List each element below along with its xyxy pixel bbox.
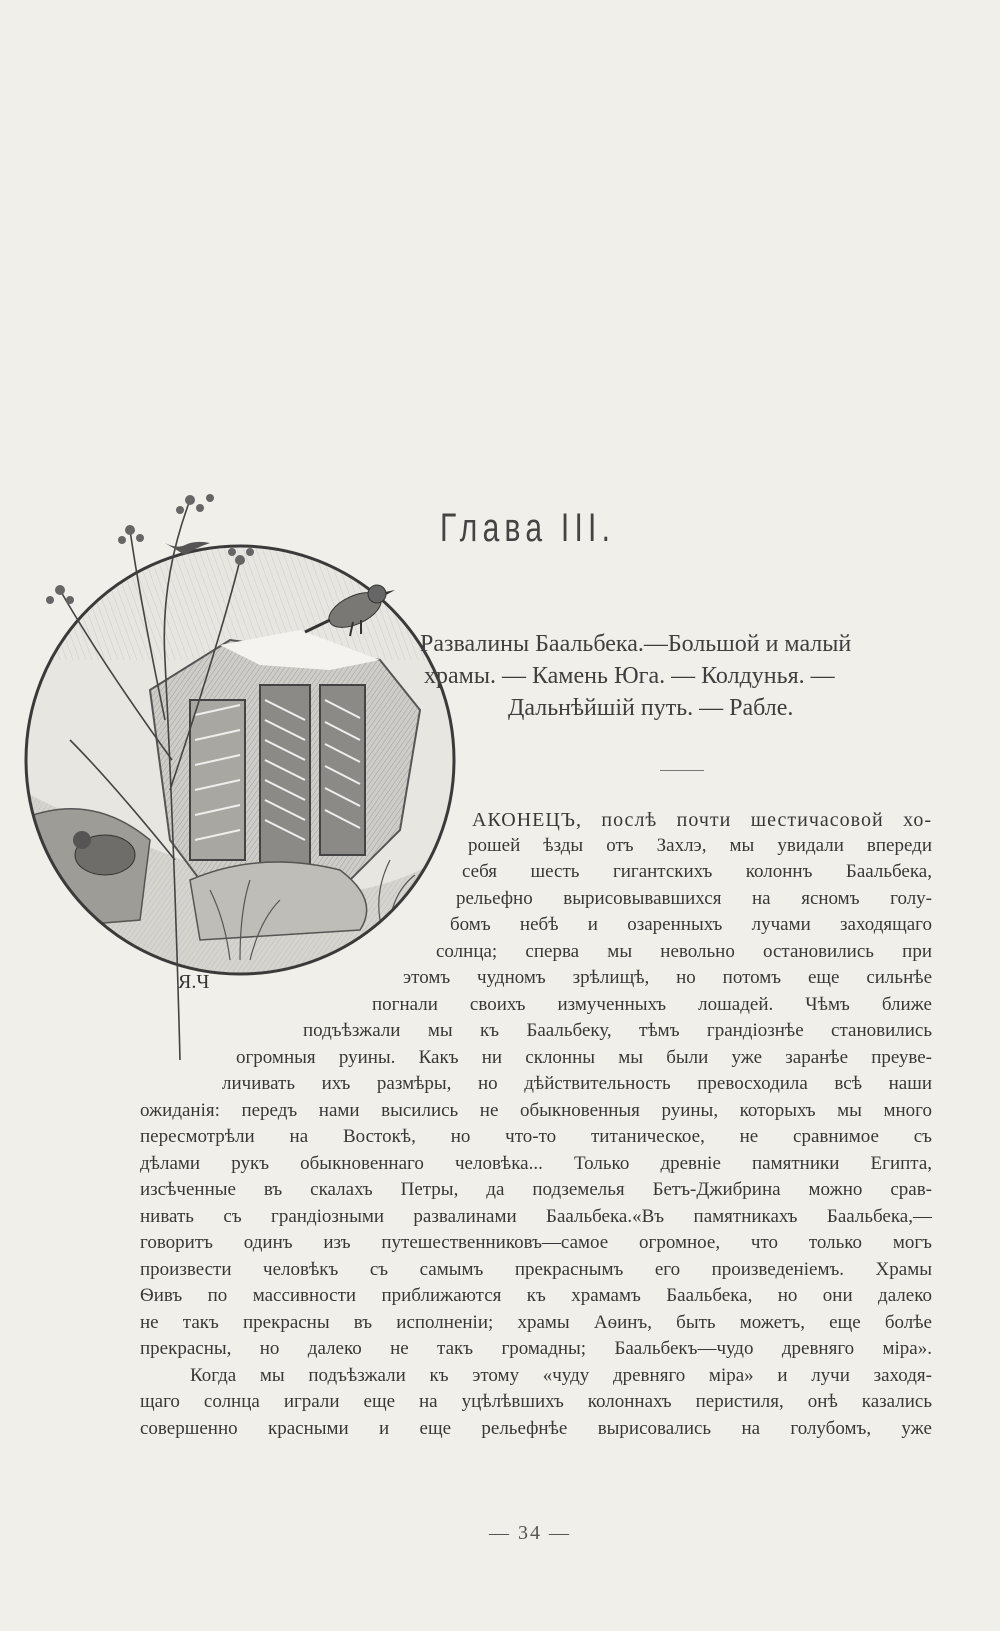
summary-line: храмы. — Камень Юга. — Колдунья. —	[424, 663, 835, 689]
text-line: прекрасны, но далеко не такъ громадны; Баальбекъ—чудо древняго міра».	[140, 1338, 932, 1359]
chapter-title: Глава III.	[440, 506, 616, 550]
summary-line: Дальнѣйшій путь. — Рабле.	[508, 695, 794, 721]
text-line: не такъ прекрасны въ исполненіи; храмы Аѳинъ, быть можетъ, еще болѣе	[140, 1312, 932, 1333]
section-divider	[660, 770, 704, 771]
text-line: щаго солнца играли еще на уцѣлѣвшихъ колоннахъ перистиля, онѣ казались	[140, 1391, 932, 1412]
text-line: себя шесть гигантскихъ колоннъ Баальбека,	[462, 861, 932, 882]
text-line: АКОНЕЦЪ, послѣ почти шестичасовой хо-	[472, 809, 932, 831]
text-line: Когда мы подъѣзжали къ этому «чуду древняго міра» и лучи заходя-	[190, 1365, 932, 1386]
text-line: огромныя руины. Какъ ни склонны мы были уже заранѣе преуве-	[236, 1047, 932, 1068]
text-line: рошей ѣзды отъ Захлэ, мы увидали впереди	[468, 835, 932, 856]
text-line: дѣлами рукъ обыкновеннаго человѣка... Только древніе памятники Египта,	[140, 1153, 932, 1174]
text-line: солнца; сперва мы невольно остановились при	[436, 941, 932, 962]
text-line: личивать ихъ размѣры, но дѣйствительность превосходила всѣ наши	[222, 1073, 932, 1094]
text-line: рельефно вырисовывавшихся на ясномъ голу-	[456, 888, 932, 909]
text-line: говоритъ одинъ изъ путешественниковъ—самое огромное, что только могъ	[140, 1232, 932, 1253]
text-line: подъѣзжали мы къ Баальбеку, тѣмъ грандіознѣе становились	[303, 1020, 932, 1041]
illustrator-signature: Я.Ч	[178, 971, 210, 993]
text-line: этомъ чудномъ зрѣлищѣ, но потомъ еще сильнѣе	[403, 967, 932, 988]
text-line: нивать съ грандіозными развалинами Баальбека.«Въ памятникахъ Баальбека,—	[140, 1206, 932, 1227]
text-line: ожиданія: передъ нами высились не обыкновенныя руины, которыхъ мы много	[140, 1100, 932, 1121]
text-line: бомъ небѣ и озаренныхъ лучами заходящаго	[450, 914, 932, 935]
text-line: пересмотрѣли на Востокѣ, но что-то титаническое, не сравнимое съ	[140, 1126, 932, 1147]
text-line: совершенно красными и еще рельефнѣе вырисовались на голубомъ, уже	[140, 1418, 932, 1439]
summary-line: Развалины Баальбека.—Большой и малый	[420, 631, 852, 657]
text-line: Ѳивъ по массивности приближаются къ храмамъ Баальбека, но они далеко	[140, 1285, 932, 1306]
page-number: — 34 —	[489, 1522, 571, 1544]
text-line: изсѣченные въ скалахъ Петры, да подземелья Бетъ-Джибрина можно срав-	[140, 1179, 932, 1200]
text-line: погнали своихъ измученныхъ лошадей. Чѣмъ ближе	[372, 994, 932, 1015]
text-line: произвести человѣкъ съ самымъ прекраснымъ его произведеніемъ. Храмы	[140, 1259, 932, 1280]
chapter-summary	[420, 628, 940, 724]
